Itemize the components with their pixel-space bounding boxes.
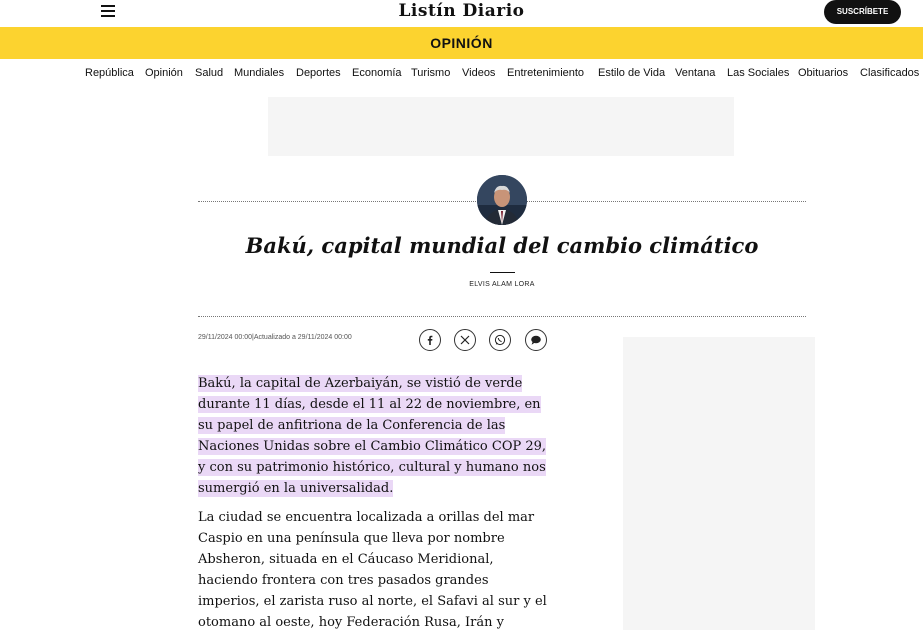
nav-item-videos[interactable]: Videos <box>462 67 496 79</box>
nav-item-obituarios[interactable]: Obituarios <box>798 67 849 79</box>
facebook-icon <box>425 335 435 345</box>
article-title: Bakú, capital mundial del cambio climático <box>245 233 759 258</box>
nav-item-estilo-de-vida[interactable]: Estilo de Vida <box>598 67 666 79</box>
author-rule <box>490 272 515 273</box>
subscribe-button[interactable]: SUSCRÍBETE <box>824 0 901 24</box>
nav-item-mundiales[interactable]: Mundiales <box>234 67 285 79</box>
author-name[interactable]: ELVIS ALAM LORA <box>469 281 535 288</box>
ad-banner-top <box>268 97 734 156</box>
share-facebook-button[interactable] <box>419 329 441 351</box>
section-title-bar[interactable]: OPINIÓN <box>0 27 923 59</box>
nav-item-salud[interactable]: Salud <box>195 67 224 79</box>
article-paragraph <box>198 373 553 499</box>
highlighted-text: Bakú, la capital de Azerbaiyán, se vistió de verde durante 11 días, desde el 11 al 22 de noviembre, en su papel de anfitriona de la Conferencia de las Naciones Unidas sobre el Cambio Climático COP 29, y con su patrimonio histórico, cultural y humano nos sumergió en la universalidad. <box>198 376 547 496</box>
nav-item-opinion[interactable]: Opinión <box>145 67 183 79</box>
nav-item-deportes[interactable]: Deportes <box>296 67 341 79</box>
ad-sidebar <box>623 337 815 630</box>
top-bar <box>0 0 923 27</box>
nav-item-turismo[interactable]: Turismo <box>411 67 451 79</box>
nav-item-las-sociales[interactable]: Las Sociales <box>727 67 790 79</box>
share-comment-button[interactable] <box>525 329 547 351</box>
nav-item-republica[interactable]: República <box>85 67 134 79</box>
share-x-button[interactable] <box>454 329 476 351</box>
divider-bottom <box>198 316 806 317</box>
x-icon <box>460 335 470 345</box>
category-nav <box>0 67 923 83</box>
share-whatsapp-button[interactable] <box>489 329 511 351</box>
updated-date: Actualizado a 29/11/2024 00:00 <box>253 334 352 341</box>
nav-item-ventana[interactable]: Ventana <box>675 67 716 79</box>
nav-item-economia[interactable]: Economía <box>352 67 402 79</box>
nav-item-entretenimiento[interactable]: Entretenimiento <box>507 67 585 79</box>
comment-icon <box>530 334 542 346</box>
author-avatar[interactable] <box>477 175 527 225</box>
article-dates: 29/11/2024 00:00|Actualizado a 29/11/2024 00:00 <box>198 334 352 341</box>
published-date: 29/11/2024 00:00 <box>198 334 252 341</box>
nav-item-clasificados[interactable]: Clasificados <box>860 67 920 79</box>
whatsapp-icon <box>494 334 506 346</box>
site-logo[interactable]: Listín Diario <box>398 1 525 21</box>
article-paragraph: La ciudad se encuentra localizada a orillas del mar Caspio en una península que lleva por nombre Absheron, situada en el Cáucaso Meridional, haciendo frontera con tres pasados grandes imperios, el zarista ruso al norte, el Safavi al sur y el otomano al oeste, hoy Federación Rusa, Irán y <box>198 510 547 630</box>
